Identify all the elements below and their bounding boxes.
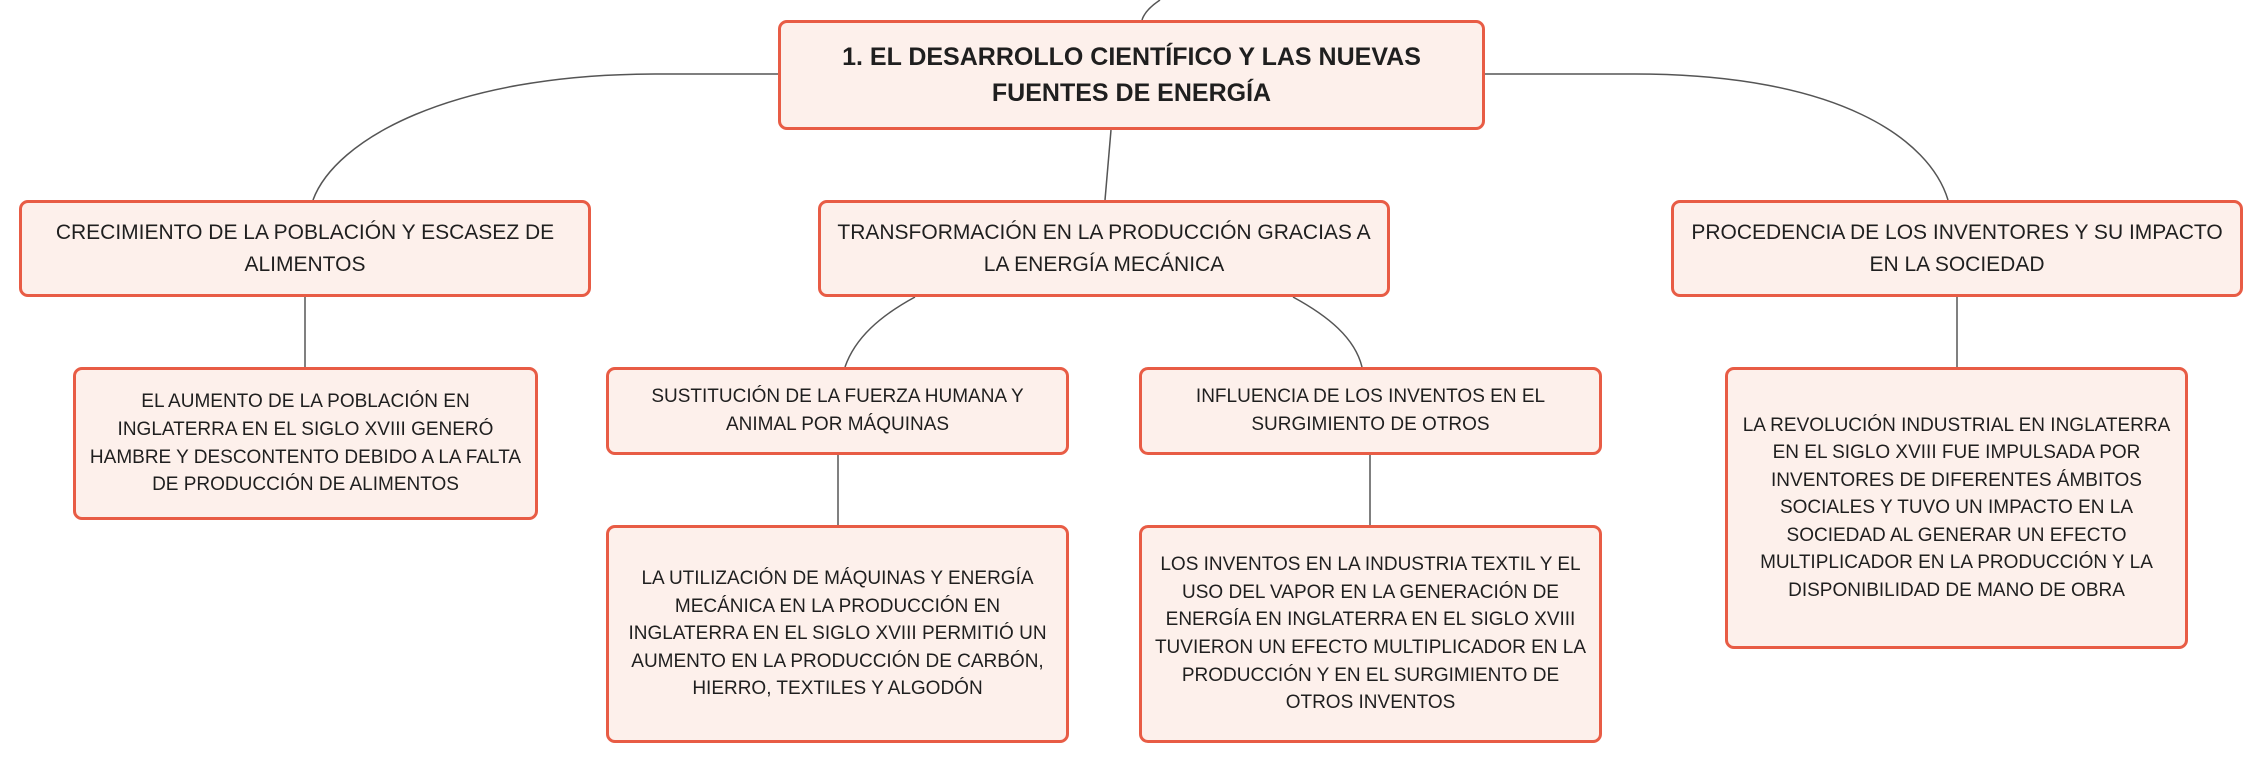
root-topic-node[interactable] [778, 20, 1485, 130]
branch-inventores-label: PROCEDENCIA DE LOS INVENTORES Y SU IMPACTO EN LA SOCIEDAD [1691, 221, 2223, 276]
branch-produccion-label: TRANSFORMACIÓN EN LA PRODUCCIÓN GRACIAS A LA ENERGÍA MECÁNICA [837, 221, 1371, 276]
connector-root-to-branch-2 [1105, 130, 1111, 200]
leaf-poblacion-label: EL AUMENTO DE LA POBLACIÓN EN INGLATERRA EN EL SIGLO XVIII GENERÓ HAMBRE Y DESCONTENTO DEBIDO A LA FALTA DE PRODUCCIÓN DE ALIMENTOS [89, 391, 522, 496]
detail-sustitucion-label: LA UTILIZACIÓN DE MÁQUINAS Y ENERGÍA MECÁNICA EN LA PRODUCCIÓN EN INGLATERRA EN EL SIGLO XVIII PERMITIÓ UN AUMENTO EN LA PRODUCCIÓN DE CARBÓN, HIERRO, TEXTILES Y ALGODÓN [628, 568, 1047, 700]
leaf-inventores-label: LA REVOLUCIÓN INDUSTRIAL EN INGLATERRA EN EL SIGLO XVIII FUE IMPULSADA POR INVENTORES DE DIFERENTES ÁMBITOS SOCIALES Y TUVO UN IMPACTO EN LA SOCIEDAD AL GENERAR UN EFECTO MULTIPLICADOR EN LA PRODUCCIÓN Y LA DISPONIBILIDAD DE MANO DE OBRA [1742, 414, 2171, 601]
sub-sustitucion-label: SUSTITUCIÓN DE LA FUERZA HUMANA Y ANIMAL POR MÁQUINAS [651, 386, 1024, 435]
branch-poblacion-node[interactable] [19, 200, 591, 297]
connector-branch-2-to-sub-1 [845, 297, 915, 367]
connector-parent-offscreen [1142, 0, 1160, 20]
detail-influencia-label: LOS INVENTOS EN LA INDUSTRIA TEXTIL Y EL USO DEL VAPOR EN LA GENERACIÓN DE ENERGÍA EN INGLATERRA EN EL SIGLO XVIII TUVIERON UN EFECTO MULTIPLICADOR EN LA PRODUCCIÓN Y EN EL SURGIMIENTO DE OTROS INVENTOS [1154, 554, 1587, 714]
branch-poblacion-label: CRECIMIENTO DE LA POBLACIÓN Y ESCASEZ DE ALIMENTOS [55, 221, 555, 276]
leaf-inventores-node[interactable] [1725, 367, 2188, 649]
root-topic-label: 1. EL DESARROLLO CIENTÍFICO Y LAS NUEVAS FUENTES DE ENERGÍA [842, 42, 1421, 107]
detail-sustitucion-node[interactable] [606, 525, 1069, 743]
connector-root-to-branch-1 [313, 74, 778, 200]
connector-root-to-branch-3 [1485, 74, 1948, 200]
connector-branch-2-to-sub-2 [1293, 297, 1362, 367]
detail-influencia-node[interactable] [1139, 525, 1602, 743]
sub-sustitucion-node[interactable] [606, 367, 1069, 455]
leaf-poblacion-node[interactable] [73, 367, 538, 520]
branch-inventores-node[interactable] [1671, 200, 2243, 297]
branch-produccion-node[interactable] [818, 200, 1390, 297]
sub-influencia-label: INFLUENCIA DE LOS INVENTOS EN EL SURGIMIENTO DE OTROS [1195, 386, 1546, 435]
sub-influencia-node[interactable] [1139, 367, 1602, 455]
